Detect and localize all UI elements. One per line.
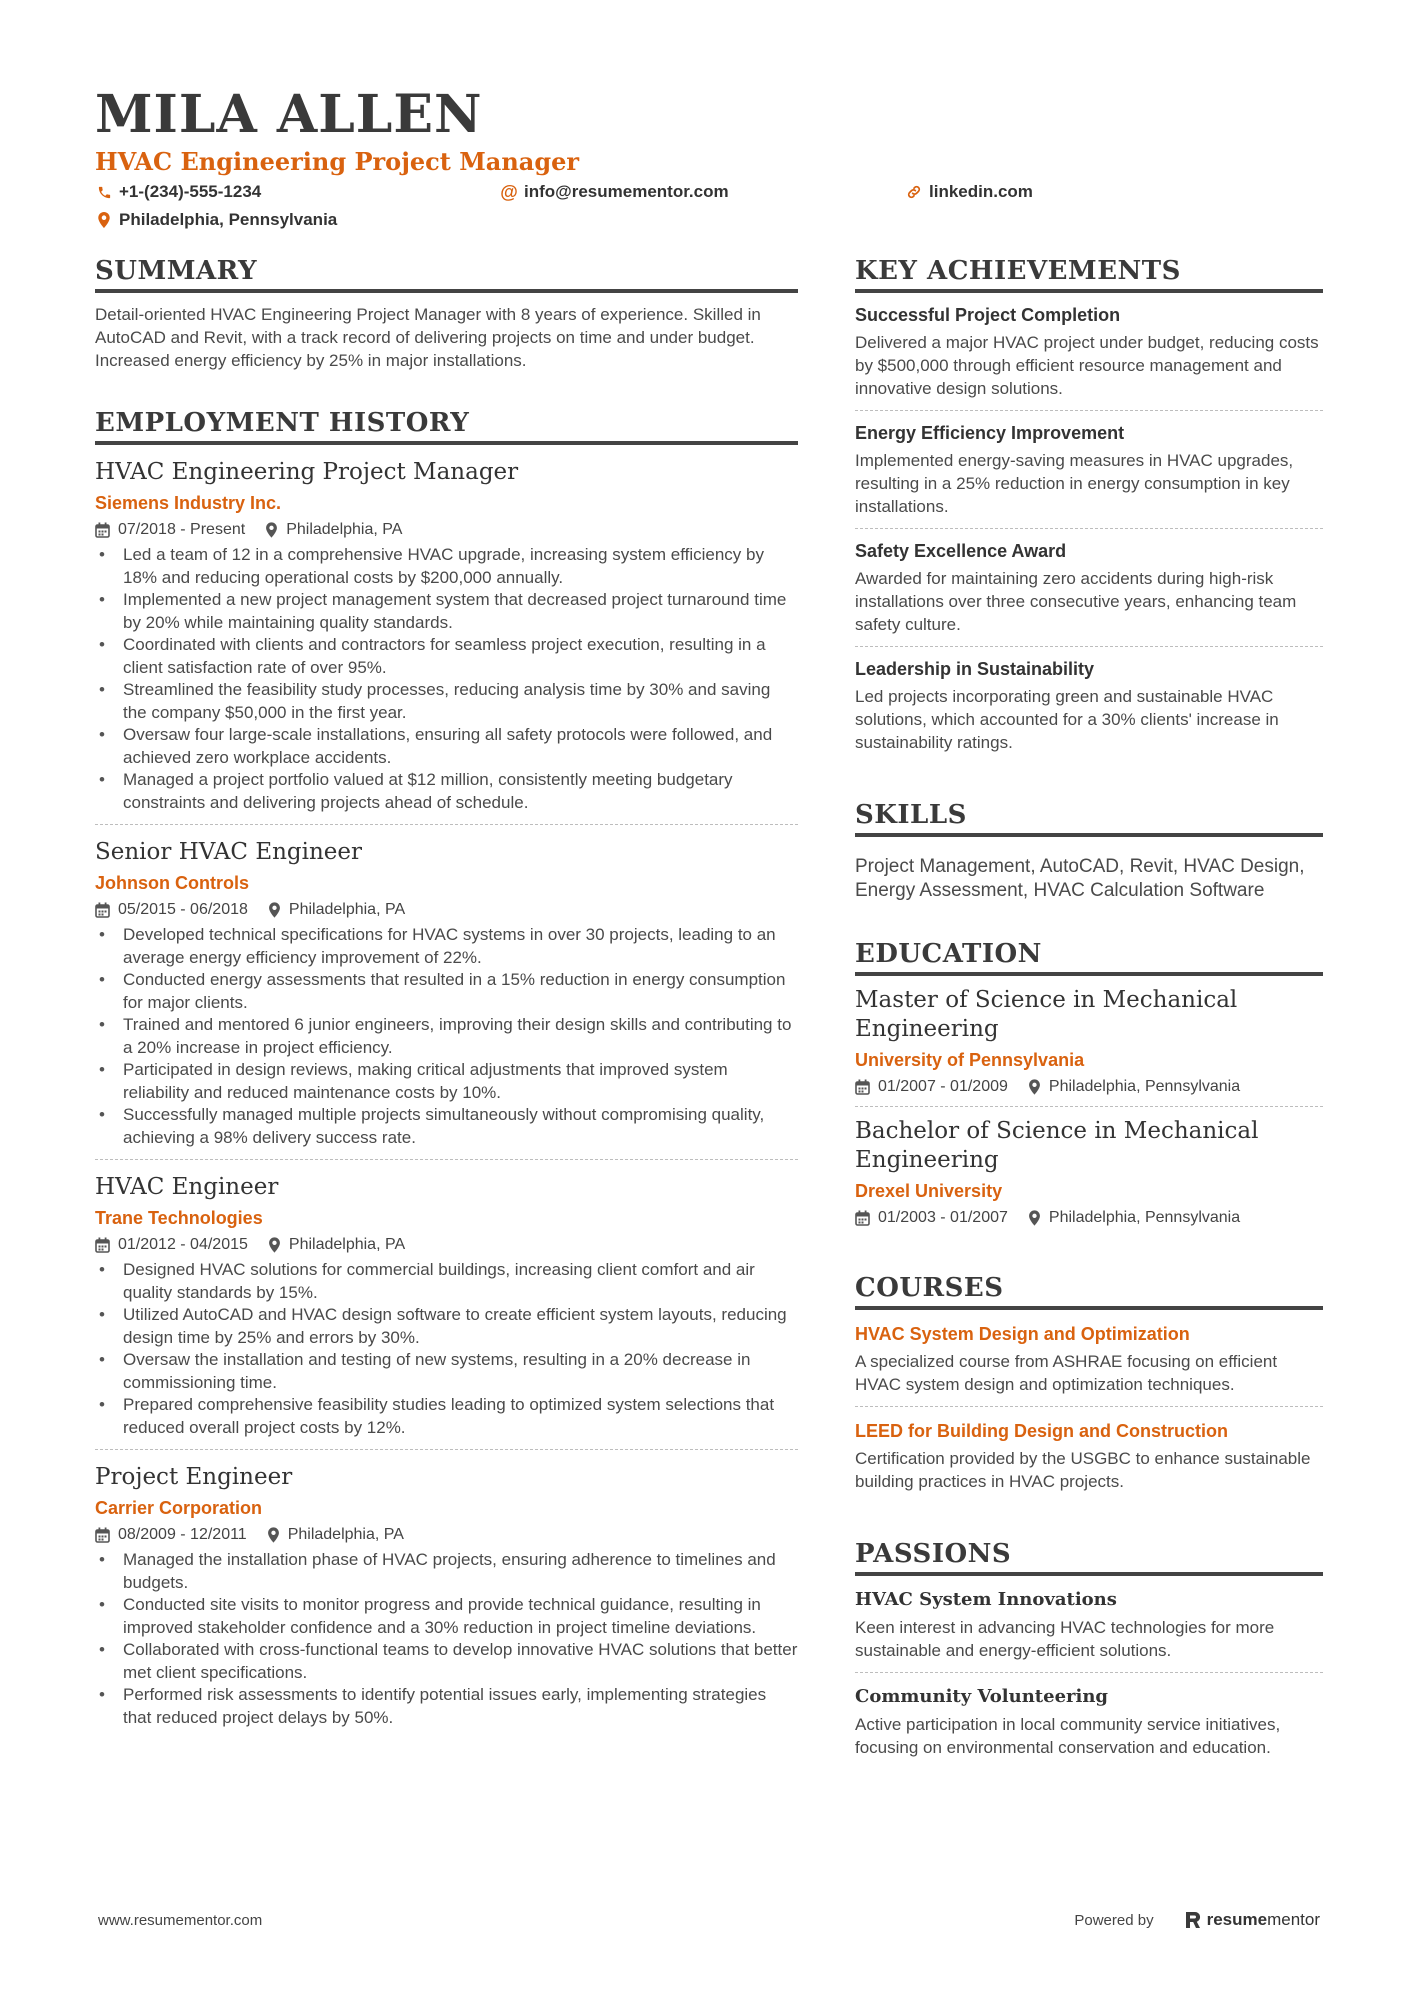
bullet-item: • Conducted site visits to monitor progress and provide technical guidance, resulting in improved stakeholder confidence and a 30% reduction in project timeline deviations. xyxy=(95,1594,798,1639)
achievement-item xyxy=(855,657,1323,764)
education-item xyxy=(855,986,1323,1107)
education-item xyxy=(855,1117,1323,1237)
bullet-item: • Trained and mentored 6 junior engineers, improving their design skills and contributing to a 20% increase in project efficiency. xyxy=(95,1014,798,1059)
job-entry xyxy=(95,1462,798,1739)
at-sign-icon: @ xyxy=(500,181,518,202)
achievement-title: Safety Excellence Award xyxy=(855,541,1067,561)
date-location-row xyxy=(95,1524,798,1546)
courses-heading: COURSES xyxy=(855,1271,1323,1310)
company-name: Carrier Corporation xyxy=(95,1498,263,1518)
job-title: HVAC Engineering Project Manager xyxy=(95,459,519,485)
passion-title: Community Volunteering xyxy=(855,1686,1109,1707)
achievement-list xyxy=(855,303,1323,764)
passion-list xyxy=(855,1588,1323,1769)
achievement-title: Successful Project Completion xyxy=(855,305,1121,325)
job-entry xyxy=(95,837,798,1160)
summary-section xyxy=(95,254,798,372)
powered-by xyxy=(1074,1910,1320,1930)
date-range xyxy=(95,519,245,541)
date-text: 01/2012 - 04/2015 xyxy=(118,1236,248,1253)
location xyxy=(1028,1207,1240,1229)
location-text: Philadelphia, PA xyxy=(287,1526,404,1543)
right-column xyxy=(855,254,1323,1803)
job-title: HVAC Engineer xyxy=(95,1174,279,1200)
job-entry xyxy=(95,457,798,825)
bullet-item: • Performed risk assessments to identify potential issues early, implementing strategies that reduced project delays by 50%. xyxy=(95,1684,798,1729)
date-text: 07/2018 - Present xyxy=(118,521,246,538)
link-icon xyxy=(905,183,923,201)
bullet-item: • Oversaw the installation and testing of new systems, resulting in a 20% decrease in commissioning time. xyxy=(95,1349,798,1394)
location-pin-icon xyxy=(267,1527,280,1543)
job-list xyxy=(95,457,798,1739)
brand-name-part2: mentor xyxy=(1267,1910,1320,1929)
achievement-text: Led projects incorporating green and sustainable HVAC solutions, which accounted for a 30% clients' increase in sustainability ratings. xyxy=(855,687,1279,752)
achievement-title: Energy Efficiency Improvement xyxy=(855,423,1125,443)
bullet-item: • Conducted energy assessments that resulted in a 15% reduction in energy consumption for major clients. xyxy=(95,969,798,1014)
passion-item xyxy=(855,1685,1323,1769)
skills-text: Project Management, AutoCAD, Revit, HVAC Design, Energy Assessment, HVAC Calculation Software xyxy=(855,856,1305,901)
bullet-item: • Utilized AutoCAD and HVAC design software to create efficient system layouts, reducing design time by 25% and errors by 30%. xyxy=(95,1304,798,1349)
bullet-item: • Managed the installation phase of HVAC projects, ensuring adherence to timelines and budgets. xyxy=(95,1549,798,1594)
footer-website-link[interactable]: www.resumementor.com xyxy=(98,1911,263,1929)
date-text: 01/2003 - 01/2007 xyxy=(878,1209,1008,1226)
job-title: Project Engineer xyxy=(95,1464,293,1490)
education-heading: EDUCATION xyxy=(855,937,1323,976)
location-pin-icon xyxy=(268,902,281,918)
date-location-row xyxy=(95,899,798,921)
date-range xyxy=(95,899,248,921)
location-text: Philadelphia, Pennsylvania xyxy=(1048,1209,1241,1226)
course-title: HVAC System Design and Optimization xyxy=(855,1324,1190,1344)
bullet-item: • Designed HVAC solutions for commercial buildings, increasing client comfort and air quality standards by 15%. xyxy=(95,1259,798,1304)
achievement-text: Implemented energy-saving measures in HVAC upgrades, resulting in a 25% reduction in energy consumption in key installations. xyxy=(855,451,1294,516)
location xyxy=(267,1524,404,1546)
course-item xyxy=(855,1419,1323,1503)
date-text: 08/2009 - 12/2011 xyxy=(118,1526,247,1543)
job-title: Senior HVAC Engineer xyxy=(95,839,363,865)
school-name: University of Pennsylvania xyxy=(855,1050,1085,1070)
date-location-row xyxy=(95,1234,798,1256)
passion-text: Keen interest in advancing HVAC technologies for more sustainable and energy-efficient solutions. xyxy=(855,1618,1275,1660)
passion-item xyxy=(855,1588,1323,1673)
calendar-icon xyxy=(855,1210,870,1226)
skills-section xyxy=(855,798,1323,903)
course-item xyxy=(855,1322,1323,1407)
summary-heading: SUMMARY xyxy=(95,254,798,293)
school-name: Drexel University xyxy=(855,1181,1003,1201)
achievement-item xyxy=(855,303,1323,411)
job-bullets xyxy=(95,1259,798,1439)
linkedin-text: linkedin.com xyxy=(929,182,1033,201)
bullet-item: • Implemented a new project management system that decreased project turnaround time by 20% while maintaining quality standards. xyxy=(95,589,798,634)
location-pin-icon xyxy=(95,211,113,229)
bullet-item: • Led a team of 12 in a comprehensive HVAC upgrade, increasing system efficiency by 18% and reducing operational costs by $200,000 annually. xyxy=(95,544,798,589)
brand-mark-icon xyxy=(1184,1910,1202,1930)
course-list xyxy=(855,1322,1323,1503)
bullet-item: • Streamlined the feasibility study processes, reducing analysis time by 30% and saving the company $50,000 in the first year. xyxy=(95,679,798,724)
bullet-item: • Oversaw four large-scale installations, ensuring all safety protocols were followed, and achieved zero workplace accidents. xyxy=(95,724,798,769)
skills-heading: SKILLS xyxy=(855,798,1323,837)
calendar-icon xyxy=(95,522,110,538)
date-location-row xyxy=(95,519,798,541)
email-text: info@resumementor.com xyxy=(524,182,729,201)
passions-heading: PASSIONS xyxy=(855,1537,1323,1576)
bullet-item: • Coordinated with clients and contractors for seamless project execution, resulting in a client satisfaction rate of over 95%. xyxy=(95,634,798,679)
left-column xyxy=(95,254,798,1773)
location-text: Philadelphia, Pennsylvania xyxy=(1048,1078,1241,1095)
location-pin-icon xyxy=(1028,1210,1041,1226)
brand-name-part1: resume xyxy=(1206,1910,1268,1929)
bullet-item: • Managed a project portfolio valued at $12 million, consistently meeting budgetary constraints and delivering projects ahead of schedule. xyxy=(95,769,798,814)
date-range xyxy=(855,1076,1008,1098)
location-pin-icon xyxy=(265,522,278,538)
phone-icon xyxy=(95,183,113,201)
brand-logo[interactable] xyxy=(1184,1910,1320,1930)
achievements-heading: KEY ACHIEVEMENTS xyxy=(855,254,1323,293)
location-pin-icon xyxy=(268,1237,281,1253)
date-text: 01/2007 - 01/2009 xyxy=(878,1078,1008,1095)
location-pin-icon xyxy=(1028,1079,1041,1095)
phone-text: +1-(234)-555-1234 xyxy=(119,182,262,201)
degree: Master of Science in Mechanical Engineering xyxy=(855,987,1238,1042)
contact-info xyxy=(95,181,1325,231)
company-name: Johnson Controls xyxy=(95,873,249,893)
bullet-item: • Participated in design reviews, making critical adjustments that improved system reliability and reduced maintenance costs by 10%. xyxy=(95,1059,798,1104)
course-title: LEED for Building Design and Construction xyxy=(855,1421,1228,1441)
candidate-name: MILA ALLEN xyxy=(95,84,483,145)
achievement-item xyxy=(855,421,1323,529)
course-text: Certification provided by the USGBC to enhance sustainable building practices in HVAC projects. xyxy=(855,1449,1311,1491)
date-location-row xyxy=(855,1207,1323,1229)
location-text: Philadelphia, PA xyxy=(286,521,403,538)
passions-section xyxy=(855,1537,1323,1769)
education-list xyxy=(855,986,1323,1237)
date-text: 05/2015 - 06/2018 xyxy=(118,901,248,918)
page-footer xyxy=(98,1910,1320,1930)
location xyxy=(268,1234,405,1256)
courses-section xyxy=(855,1271,1323,1503)
achievement-text: Awarded for maintaining zero accidents during high-risk installations over three consecutive years, enhancing team safety culture. xyxy=(855,569,1297,634)
date-range xyxy=(855,1207,1008,1229)
location xyxy=(1028,1076,1240,1098)
location-text: Philadelphia, PA xyxy=(288,1236,406,1253)
achievement-item xyxy=(855,539,1323,647)
bullet-item: • Developed technical specifications for HVAC systems in over 30 projects, leading to an average energy efficiency improvement of 22%. xyxy=(95,924,798,969)
contact-linkedin[interactable] xyxy=(905,181,1205,203)
contact-location xyxy=(95,209,500,231)
achievements-section xyxy=(855,254,1323,764)
candidate-title: HVAC Engineering Project Manager xyxy=(95,147,580,176)
summary-text: Detail-oriented HVAC Engineering Project Manager with 8 years of experience. Skilled in AutoCAD and Revit, with a track record of delivering projects on time and under budget. Increased energy efficiency by 25% in major installations. xyxy=(95,305,761,370)
job-bullets xyxy=(95,1549,798,1729)
education-section xyxy=(855,937,1323,1237)
degree: Bachelor of Science in Mechanical Engineering xyxy=(855,1118,1259,1173)
resume-header xyxy=(95,85,1325,231)
date-range xyxy=(95,1524,247,1546)
bullet-item: • Successfully managed multiple projects simultaneously without compromising quality, achieving a 98% delivery success rate. xyxy=(95,1104,798,1149)
contact-phone[interactable] xyxy=(95,181,500,203)
passion-title: HVAC System Innovations xyxy=(855,1589,1117,1610)
company-name: Trane Technologies xyxy=(95,1208,263,1228)
achievement-text: Delivered a major HVAC project under budget, reducing costs by $500,000 through efficient resource management and innovative design solutions. xyxy=(855,333,1319,398)
employment-section xyxy=(95,406,798,1739)
date-location-row xyxy=(855,1076,1323,1098)
date-range xyxy=(95,1234,248,1256)
calendar-icon xyxy=(95,902,110,918)
job-entry xyxy=(95,1172,798,1450)
calendar-icon xyxy=(95,1237,110,1253)
calendar-icon xyxy=(855,1079,870,1095)
contact-email[interactable] xyxy=(500,181,905,203)
passion-text: Active participation in local community service initiatives, focusing on environmental conservation and education. xyxy=(855,1715,1281,1757)
job-bullets xyxy=(95,544,798,814)
bullet-item: • Prepared comprehensive feasibility studies leading to optimized system selections that reduced overall project costs by 12%. xyxy=(95,1394,798,1439)
location-text: Philadelphia, PA xyxy=(288,901,406,918)
achievement-title: Leadership in Sustainability xyxy=(855,659,1095,679)
employment-heading: EMPLOYMENT HISTORY xyxy=(95,406,798,445)
location xyxy=(265,519,402,541)
bullet-item: • Collaborated with cross-functional teams to develop innovative HVAC solutions that better met client specifications. xyxy=(95,1639,798,1684)
location-text: Philadelphia, Pennsylvania xyxy=(119,210,338,229)
course-text: A specialized course from ASHRAE focusing on efficient HVAC system design and optimization techniques. xyxy=(855,1352,1278,1394)
location xyxy=(268,899,405,921)
powered-by-label: Powered by xyxy=(1074,1911,1154,1929)
company-name: Siemens Industry Inc. xyxy=(95,493,282,513)
calendar-icon xyxy=(95,1527,110,1543)
job-bullets xyxy=(95,924,798,1149)
